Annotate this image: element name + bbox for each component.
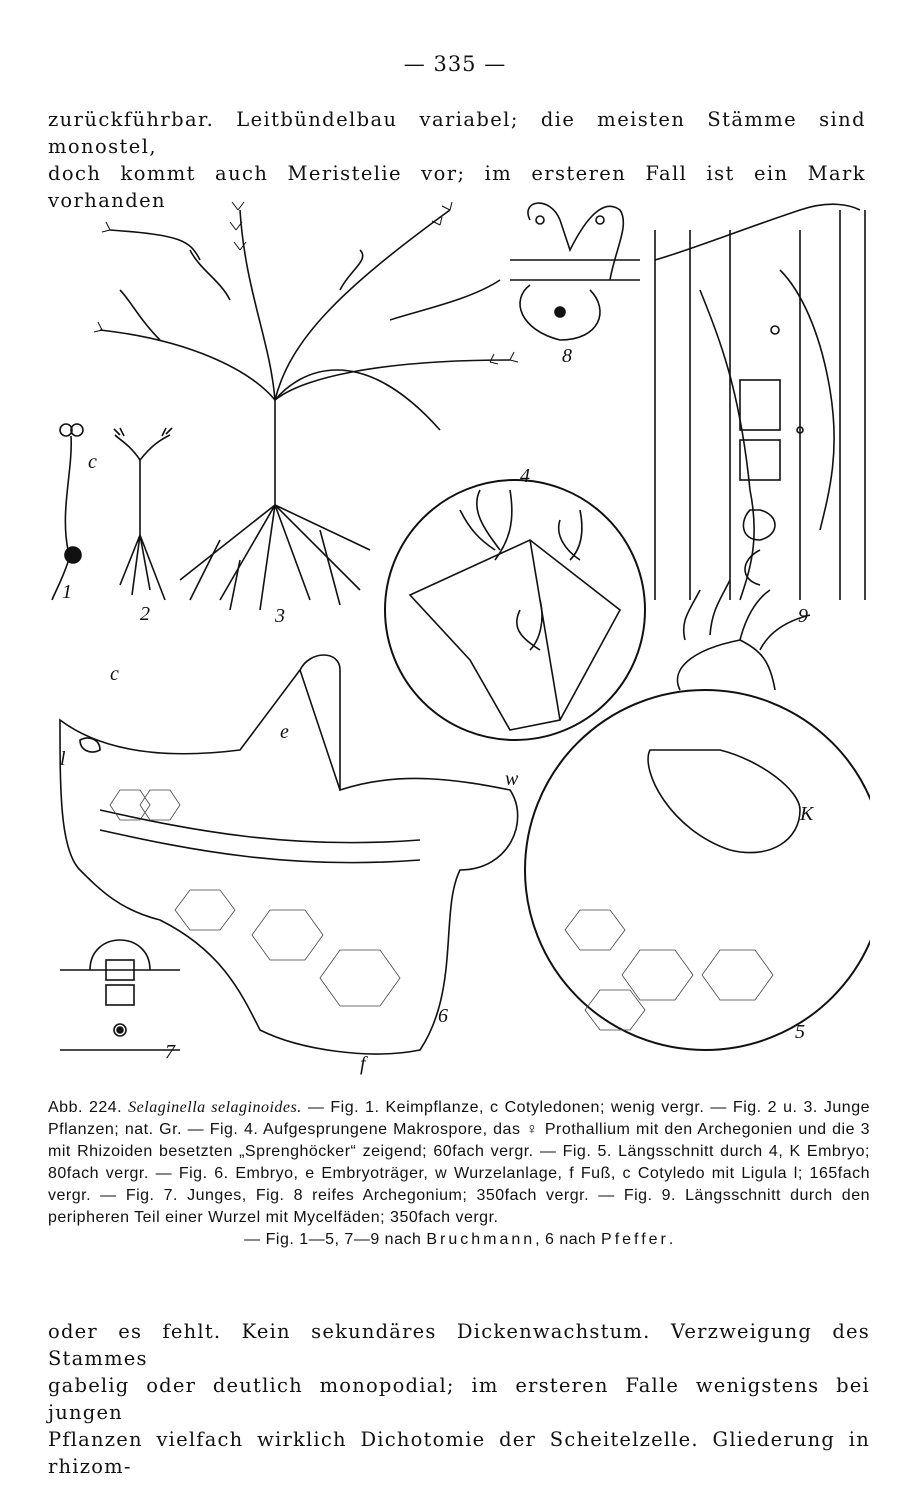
suspensor-label: e	[280, 721, 289, 743]
embryo-label: K	[800, 803, 814, 825]
fig9-root-section-drawing	[655, 204, 865, 600]
fig1-label: 1	[62, 581, 72, 603]
fig5-long-section-drawing	[525, 580, 870, 1050]
cotyledon-label-fig1: c	[88, 451, 97, 473]
fig3-label: 3	[275, 605, 285, 627]
text-line: Pflanzen vielfach wirklich Dichotomie der Scheitelzelle. Gliederung in rhizom-	[48, 1428, 870, 1478]
text-line: gabelig oder deutlich monopodial; im ersteren Falle wenigstens bei jungen	[48, 1374, 870, 1424]
fig7-archegonium-drawing	[60, 940, 180, 1050]
fig6-label: 6	[438, 1005, 448, 1027]
foot-label: f	[360, 1053, 366, 1075]
fig8-label: 8	[562, 345, 572, 367]
caption-body: — Fig. 1. Keimpflanze, c Cotyledonen; wenig vergr. — Fig. 2 u. 3. Junge Pflanzen; nat. Gr. — Fig. 4. Aufgesprungene Makrospore, das ♀ Prothallium mit den Archegonien und die 3 mit Rhizoiden besetzten „Sprenghöcker“ zeigend; 60fach vergr. — Fig. 5. Längsschnitt durch 4, K Embryo; 80fach vergr. — Fig. 6. Embryo, e Embryoträger, w Wurzelanlage, f Fuß, c Cotyledo mit Ligula l; 165fach vergr. — Fig. 7. Junges, Fig. 8 reifes Archegonium; 350fach vergr. — Fig. 9. Längsschnitt durch den peripheren Teil einer Wurzel mit Mycelfäden; 350fach vergr.	[48, 1099, 870, 1226]
credit-prefix: — Fig. 1—5, 7—9 nach	[244, 1231, 422, 1248]
botanical-figure	[40, 190, 870, 1080]
credit-author-a: Bruchmann	[426, 1231, 536, 1248]
figure-caption	[48, 1097, 870, 1251]
fig2-label: 2	[140, 603, 150, 625]
root-primordium-label: w	[505, 768, 519, 790]
text-line: oder es fehlt. Kein sekundäres Dickenwachstum. Verzweigung des Stammes	[48, 1320, 870, 1370]
fig5-label: 5	[795, 1021, 805, 1043]
caption-credit	[48, 1229, 870, 1251]
text-line: zurückführbar. Leitbündelbau variabel; die meisten Stämme sind monostel,	[48, 108, 866, 158]
fig7-label: 7	[165, 1041, 175, 1063]
fig2-young-plant-drawing	[114, 428, 172, 600]
caption-species: Selaginella selaginoides.	[128, 1099, 302, 1116]
fig6-embryo-drawing	[60, 655, 518, 1054]
credit-mid: , 6 nach	[535, 1231, 597, 1248]
fig8-archegonium-drawing	[510, 203, 640, 340]
bottom-paragraph	[48, 1318, 870, 1480]
credit-author-b: Pfeffer	[601, 1231, 669, 1248]
cotyledon-label-fig6: c	[110, 663, 119, 685]
text-line: doch kommt auch Meristelie vor; im ersteren Fall ist ein Mark vorhanden	[48, 162, 866, 212]
fig3-plant-drawing	[94, 202, 518, 610]
fig1-seedling-drawing	[52, 424, 83, 600]
page-number: — 335 —	[403, 52, 507, 76]
figure-labels	[60, 345, 815, 1075]
fig4-macrospore-drawing	[385, 480, 645, 740]
figure-drawing	[40, 190, 870, 1080]
credit-end: .	[668, 1231, 674, 1248]
fig4-label: 4	[520, 465, 530, 487]
caption-abb: Abb. 224.	[48, 1099, 123, 1116]
fig9-label: 9	[798, 605, 808, 627]
ligula-label: l	[60, 748, 66, 770]
